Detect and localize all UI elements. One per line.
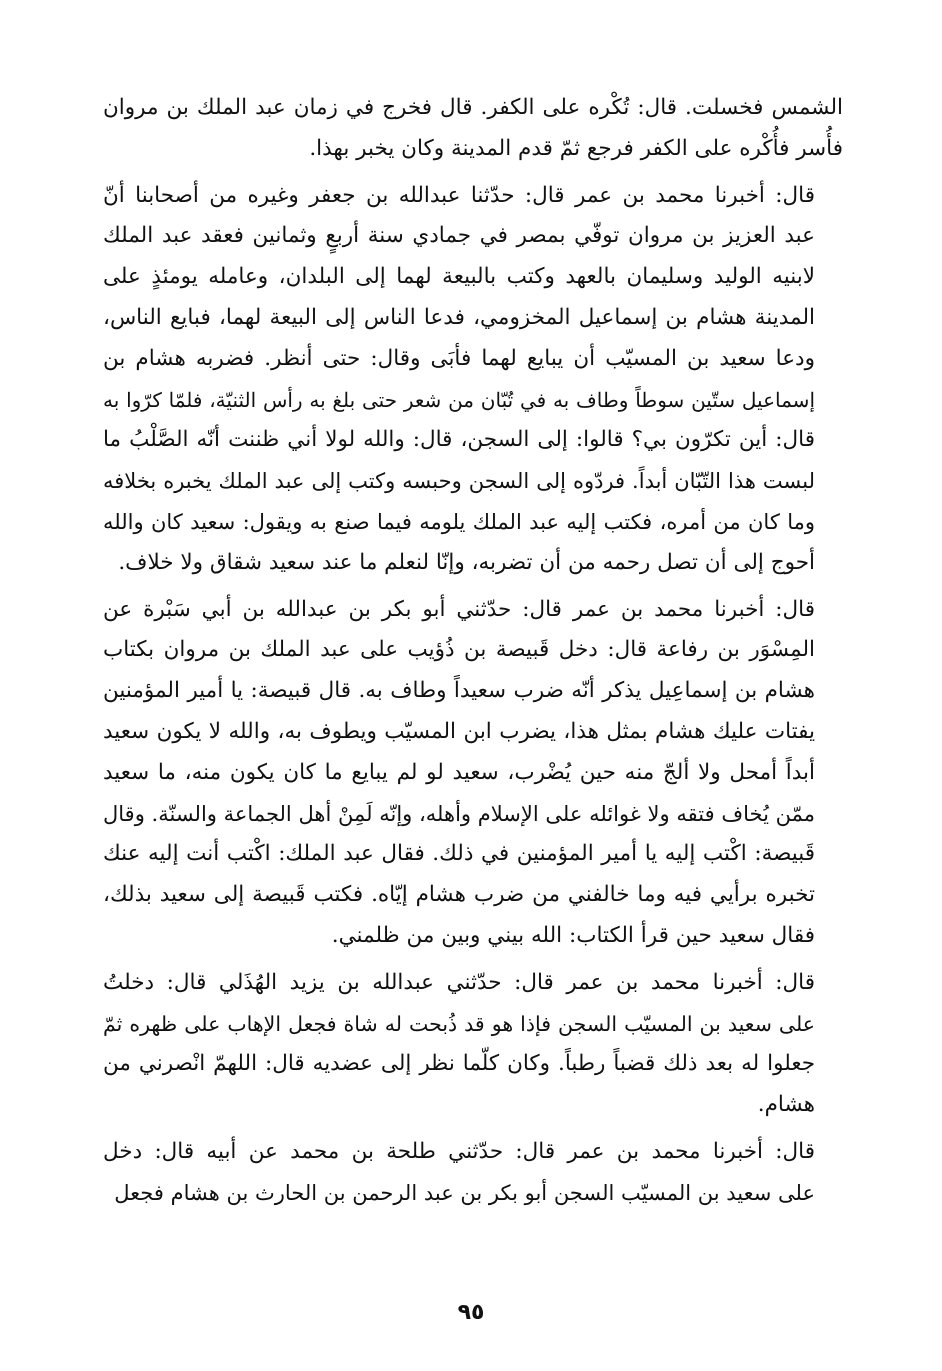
text-line: المِسْوَر بن رفاعة قال: دخل قَبيصة بن ذُؤيب على عبد الملك بن مروان بكتاب xyxy=(103,637,815,663)
text-line: ودعا سعيد بن المسيّب أن يبايع لهما فأبَى وقال: حتى أنظر. فضربه هشام بن xyxy=(103,345,815,371)
text-line: فأُسر فأُكْره على الكفر فرجع ثمّ قدم المدينة وكان يخبر بهذا. xyxy=(309,135,843,161)
text-line: قال: أين تكرّون بي؟ قالوا: إلى السجن، قال: والله لولا أني ظننت أنّه الصَّلْبُ ما xyxy=(103,427,815,453)
text-line: هشام. xyxy=(757,1092,815,1118)
page-body xyxy=(103,88,843,1220)
text-line: إسماعيل ستّين سوطاً وطاف به في تُبّان من شعر حتى بلغ به رأس الثنيّة، فلمّا كرّوا به xyxy=(103,387,815,412)
text-line: تخبره برأيي فيه وما خالفني من ضرب هشام إيّاه. فكتب قَبيصة إلى سعيد بذلك، xyxy=(103,882,815,908)
text-line: عبد العزيز بن مروان توفّي بمصر في جمادي سنة أربعٍ وثمانين فعقد عبد الملك xyxy=(103,223,815,249)
text-line: يفتات عليك هشام بمثل هذا، يضرب ابن المسيّب ويطوف به، والله لا يكون سعيد xyxy=(103,718,815,744)
text-line: قال: أخبرنا محمد بن عمر قال: حدّثني طلحة بن محمد عن أبيه قال: دخل xyxy=(103,1138,815,1164)
paragraph xyxy=(103,88,843,170)
paragraph xyxy=(103,1132,843,1214)
text-line: لابنيه الوليد وسليمان بالعهد وكتب بالبيعة لهما إلى البلدان، وعامله يومئذٍ على xyxy=(103,264,815,290)
text-line: قال: أخبرنا محمد بن عمر قال: حدّثني أبو بكر بن عبدالله بن أبي سَبْرة عن xyxy=(103,596,815,622)
text-line: أحوج إلى أن تصل رحمه من أن تضربه، وإنّا لنعلم ما عند سعيد شقاق ولا خلاف. xyxy=(118,549,815,575)
text-line: المدينة هشام بن إسماعيل المخزومي، فدعا الناس إلى البيعة لهما، فبايع الناس، xyxy=(103,304,815,330)
text-line: على سعيد بن المسيّب السجن فإذا هو قد ذُبحت له شاة فجعل الإهاب على ظهره ثمّ xyxy=(103,1011,815,1036)
paragraph xyxy=(103,590,843,957)
text-line: وما كان من أمره، فكتب إليه عبد الملك يلومه فيما صنع به ويقول: سعيد كان والله xyxy=(103,509,815,534)
paragraph xyxy=(103,963,843,1126)
text-line: قال: أخبرنا محمد بن عمر قال: حدّثني عبدالله بن يزيد الهُذَلي قال: دخلتُ xyxy=(103,969,815,995)
text-line: قَبيصة: اكْتب إليه يا أمير المؤمنين في ذلك. فقال عبد الملك: اكْتب أنت إليه عنك xyxy=(103,841,815,867)
text-line: على سعيد بن المسيّب السجن أبو بكر بن عبد الرحمن بن الحارث بن هشام فجعل xyxy=(114,1180,815,1205)
text-line: هشام بن إسماعِيل يذكر أنّه ضرب سعيداً وطاف به. قال قبيصة: يا أمير المؤمنين xyxy=(103,678,815,704)
text-line: فقال سعيد حين قرأ الكتاب: الله بيني وبين من ظلمني. xyxy=(331,922,815,948)
page-number: ٩٥ xyxy=(457,1300,485,1325)
text-line: الشمس فخسلت. قال: تُكْره على الكفر. قال فخرج في زمان عبد الملك بن مروان xyxy=(103,95,843,120)
text-line: لبست هذا التّبّان أبداً. فردّوه إلى السجن وحبسه وكتب إلى عبد الملك يخبره بخلافه xyxy=(103,469,815,494)
text-line: قال: أخبرنا محمد بن عمر قال: حدّثنا عبدالله بن جعفر وغيره من أصحابنا أنّ xyxy=(103,182,815,208)
text-line: ممّن يُخاف فتقه ولا غوائله على الإسلام وأهله، وإنّه لَمِنْ أهل الجماعة والسنّة. وقال xyxy=(103,801,815,826)
paragraph xyxy=(103,176,843,584)
text-line: أبداً أمحل ولا ألجّ منه حين يُضْرب، سعيد لو لم يبايع ما كان يكون منه، ما سعيد xyxy=(103,759,815,785)
text-line: جعلوا له بعد ذلك قضباً رطباً. وكان كلّما نظر إلى عضديه قال: اللهمّ انْصرني من xyxy=(103,1051,815,1077)
